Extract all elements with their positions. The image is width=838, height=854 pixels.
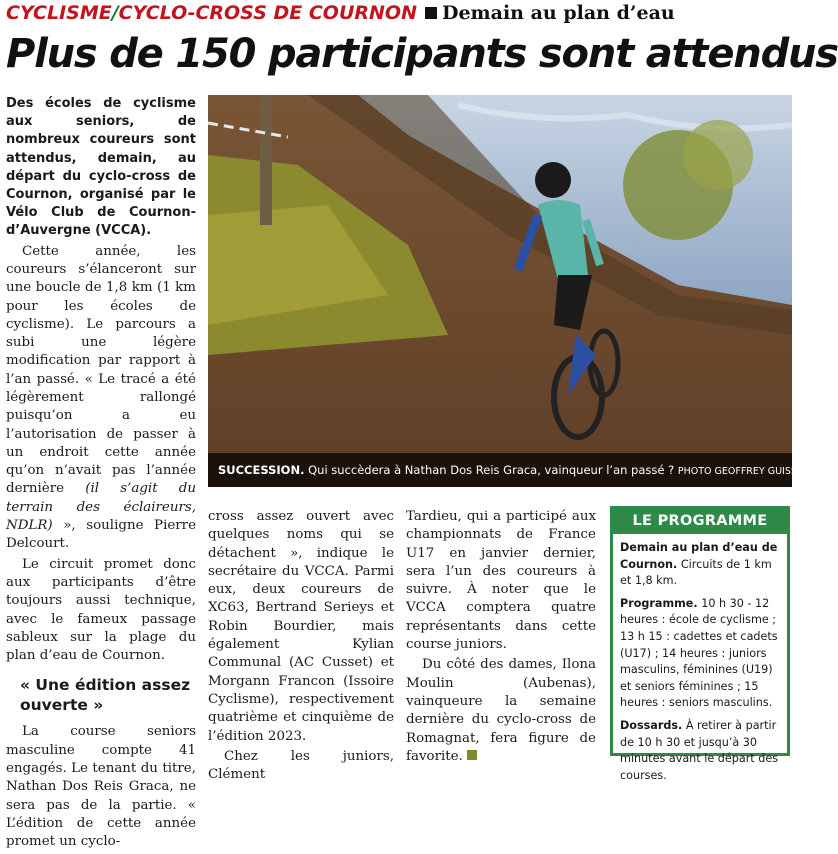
programme-intro bbox=[620, 540, 781, 590]
column-1 bbox=[6, 95, 196, 854]
programme-title: LE PROGRAMME bbox=[613, 509, 787, 534]
paragraph: cross assez ouvert avec quelques noms qui se détachent », indique le secrétaire du VCCA. Parmi eux, deux coureurs de XC63, Bertrand Serieys et Robin Bourdier, mais également Kylian Communal (AC Cusset) et Morgann Francon (Issoire Cyclisme), respectivement quatrième et cinquième de l’édition 2023. bbox=[208, 509, 394, 744]
programme-intro-text: Circuits de 1 km et 1,8 km. bbox=[620, 557, 772, 588]
lead-paragraph: Des écoles de cyclisme aux seniors, de nombreux coureurs sont attendus, demain, au départ du cyclo-cross de Cournon, organisé par le Vélo Club de Cournon-d’Auvergne (VCCA). bbox=[6, 96, 196, 239]
black-square-icon bbox=[425, 7, 437, 19]
programme-schedule bbox=[620, 596, 781, 712]
photo-caption bbox=[208, 453, 810, 487]
programme-dossards bbox=[620, 718, 781, 784]
programme-body bbox=[613, 534, 787, 784]
paragraph: Tardieu, qui a participé aux championnats de France U17 en janvier dernier, sera l’un des coureurs à suivre. À noter que le VCCA comptera quatre représentants dans cette course juniors. bbox=[406, 509, 596, 653]
programme-intro-bold: Demain au plan d’eau de Cournon. bbox=[620, 541, 778, 571]
article-kicker bbox=[6, 2, 675, 24]
intertitle: « Une édition assez ouverte » bbox=[20, 676, 191, 715]
column-3 bbox=[406, 508, 596, 768]
photo-credit: PHOTO GEOFFREY GUISSEZ bbox=[677, 466, 810, 477]
caption-text: Qui succèdera à Nathan Dos Reis Graca, vainqueur l’an passé ? bbox=[308, 463, 675, 477]
end-of-article-icon bbox=[467, 750, 477, 760]
paragraph: La course seniors masculine compte 41 engagés. Le tenant du titre, Nathan Dos Reis Graca, ne sera pas de la partie. « L’édition de cette année promet un cyclo- bbox=[6, 724, 196, 850]
italic-note: (il s’agit du terrain des éclaireurs, NDLR) bbox=[6, 481, 196, 534]
article-photo bbox=[208, 95, 810, 487]
caption-tag: SUCCESSION. bbox=[218, 463, 305, 477]
text-run: », souligne Pierre Delcourt. bbox=[6, 518, 196, 552]
rubric-sport: CYCLISME bbox=[6, 2, 112, 24]
rubric-event: CYCLO-CROSS DE COURNON bbox=[118, 2, 417, 24]
text-run: Cette année, les coureurs s’élanceront sur une boucle de 1,8 km (1 km pour les écoles de cyclisme). Le parcours a subi une légère modification par rapport à l’an passé. « Le tracé a été légèrement rallongé puisqu’on a eu l’autorisation de passer à un endroit cette année qu’on n’avait pas l’année dernière bbox=[6, 243, 196, 497]
rubric-separator: / bbox=[111, 2, 119, 24]
paragraph: Chez les juniors, Clément bbox=[208, 748, 394, 783]
paragraph bbox=[6, 243, 196, 554]
paragraph bbox=[406, 656, 596, 766]
programme-label: Programme. bbox=[620, 596, 698, 610]
column-2 bbox=[208, 508, 394, 786]
dossards-label: Dossards. bbox=[620, 718, 683, 732]
dossards-text: À retirer à partir de 10 h 30 et jusqu’à 30 minutes avant le départ des courses. bbox=[620, 718, 779, 782]
text-run: Du côté des dames, Ilona Moulin (Aubenas), vainqueure la semaine dernière du cyclo-cross de Romagnat, fera figure de favorite. bbox=[406, 657, 596, 764]
cyclist-photo-illustration bbox=[208, 95, 792, 487]
headline: Plus de 150 participants sont attendus bbox=[6, 31, 838, 77]
paragraph: Le circuit promet donc aux participants d’être toujours aussi technique, avec le fameux passage sableux sur la plage du plan d’eau de Cournon. bbox=[6, 556, 196, 664]
programme-box bbox=[610, 506, 790, 782]
programme-schedule-text: 10 h 30 - 12 heures : école de cyclisme ; 13 h 15 : cadettes et cadets (U17) ; 14 heures : juniors masculins, féminines (U19) et seniors féminines ; 15 heures : seniors masculins. bbox=[620, 596, 778, 710]
kicker-subtitle: Demain au plan d’eau bbox=[441, 2, 675, 24]
